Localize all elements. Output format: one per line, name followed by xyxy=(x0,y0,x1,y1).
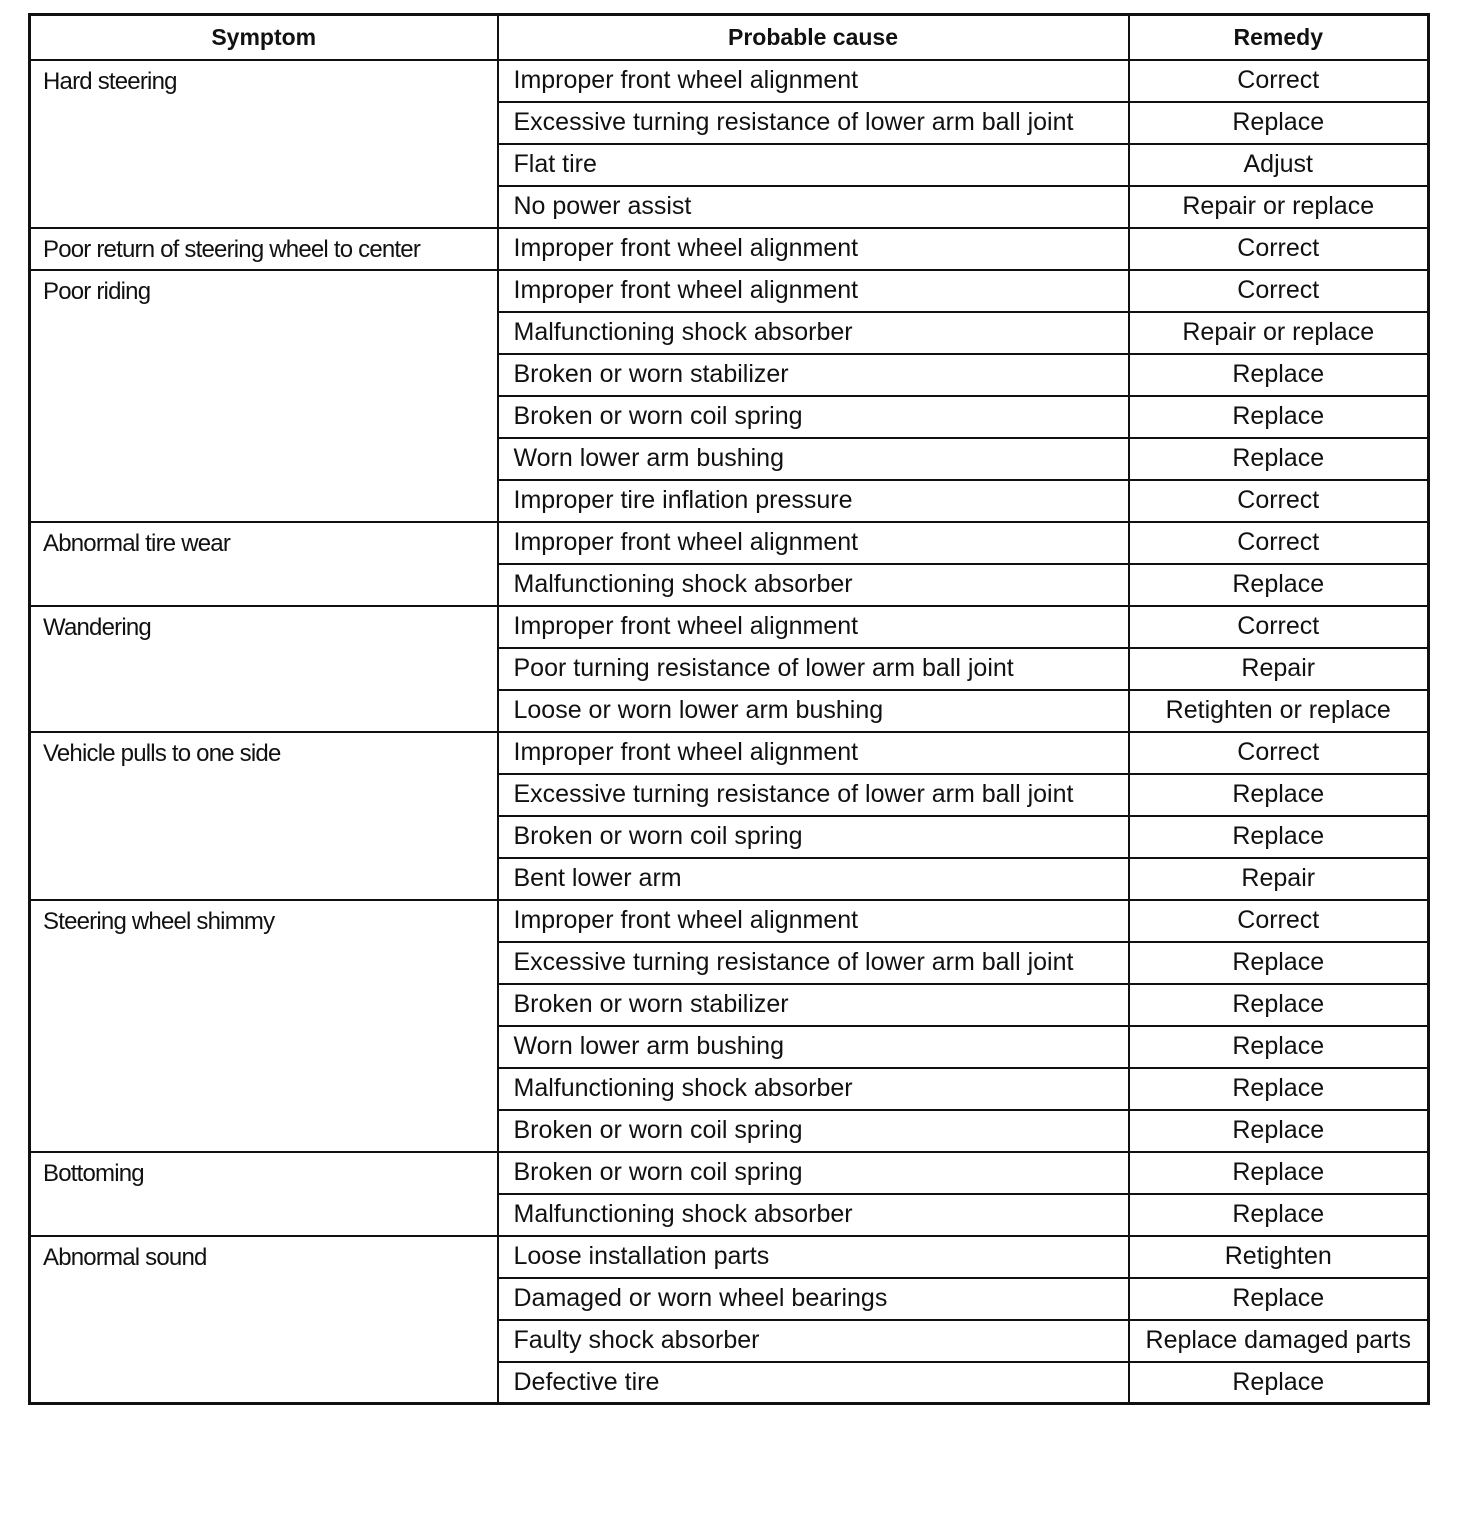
table-row xyxy=(30,522,1429,564)
cause-cell: Improper front wheel alignment xyxy=(498,606,1129,648)
table-row xyxy=(30,228,1429,270)
remedy-cell: Retighten xyxy=(1129,1236,1429,1278)
cause-cell: Malfunctioning shock absorber xyxy=(498,1068,1129,1110)
symptom-cell: Poor return of steering wheel to center xyxy=(30,228,498,270)
cause-cell: Poor turning resistance of lower arm ball joint xyxy=(498,648,1129,690)
remedy-cell: Correct xyxy=(1129,522,1429,564)
cause-cell: Improper front wheel alignment xyxy=(498,732,1129,774)
symptom-cell: Bottoming xyxy=(30,1152,498,1236)
remedy-cell: Repair or replace xyxy=(1129,312,1429,354)
cause-cell: Excessive turning resistance of lower arm ball joint xyxy=(498,102,1129,144)
remedy-cell: Repair xyxy=(1129,648,1429,690)
symptom-cell: Abnormal tire wear xyxy=(30,522,498,606)
remedy-cell: Replace xyxy=(1129,354,1429,396)
remedy-column-header: Remedy xyxy=(1129,15,1429,60)
remedy-cell: Replace xyxy=(1129,1152,1429,1194)
cause-cell: Improper front wheel alignment xyxy=(498,228,1129,270)
cause-cell: Defective tire xyxy=(498,1362,1129,1404)
remedy-cell: Replace xyxy=(1129,816,1429,858)
remedy-cell: Replace xyxy=(1129,1026,1429,1068)
cause-cell: Malfunctioning shock absorber xyxy=(498,312,1129,354)
remedy-cell: Correct xyxy=(1129,270,1429,312)
remedy-cell: Repair xyxy=(1129,858,1429,900)
cause-cell: Excessive turning resistance of lower arm ball joint xyxy=(498,942,1129,984)
cause-cell: Malfunctioning shock absorber xyxy=(498,564,1129,606)
cause-cell: Broken or worn coil spring xyxy=(498,1152,1129,1194)
cause-column-header: Probable cause xyxy=(498,15,1129,60)
remedy-cell: Replace xyxy=(1129,774,1429,816)
table-row xyxy=(30,60,1429,102)
symptom-column-header: Symptom xyxy=(30,15,498,60)
table-row xyxy=(30,606,1429,648)
remedy-cell: Replace xyxy=(1129,564,1429,606)
header-row xyxy=(30,15,1429,60)
cause-cell: Improper front wheel alignment xyxy=(498,900,1129,942)
table-header xyxy=(30,15,1429,60)
cause-cell: Loose installation parts xyxy=(498,1236,1129,1278)
remedy-cell: Replace xyxy=(1129,1068,1429,1110)
remedy-cell: Correct xyxy=(1129,606,1429,648)
cause-cell: Broken or worn stabilizer xyxy=(498,354,1129,396)
troubleshooting-table xyxy=(28,13,1430,1405)
table-row xyxy=(30,732,1429,774)
remedy-cell: Replace xyxy=(1129,1110,1429,1152)
remedy-cell: Replace xyxy=(1129,984,1429,1026)
remedy-cell: Replace xyxy=(1129,438,1429,480)
cause-cell: Flat tire xyxy=(498,144,1129,186)
remedy-cell: Retighten or replace xyxy=(1129,690,1429,732)
cause-cell: Damaged or worn wheel bearings xyxy=(498,1278,1129,1320)
symptom-cell: Steering wheel shimmy xyxy=(30,900,498,1152)
cause-cell: Improper front wheel alignment xyxy=(498,60,1129,102)
remedy-cell: Replace xyxy=(1129,396,1429,438)
cause-cell: Improper front wheel alignment xyxy=(498,522,1129,564)
remedy-cell: Replace xyxy=(1129,1194,1429,1236)
symptom-cell: Abnormal sound xyxy=(30,1236,498,1404)
remedy-cell: Correct xyxy=(1129,228,1429,270)
cause-cell: Improper front wheel alignment xyxy=(498,270,1129,312)
remedy-cell: Correct xyxy=(1129,732,1429,774)
cause-cell: Worn lower arm bushing xyxy=(498,1026,1129,1068)
cause-cell: Broken or worn coil spring xyxy=(498,396,1129,438)
remedy-cell: Replace xyxy=(1129,102,1429,144)
table-body xyxy=(30,60,1429,1404)
remedy-cell: Repair or replace xyxy=(1129,186,1429,228)
cause-cell: Broken or worn stabilizer xyxy=(498,984,1129,1026)
remedy-cell: Correct xyxy=(1129,900,1429,942)
remedy-cell: Replace xyxy=(1129,1278,1429,1320)
remedy-cell: Replace xyxy=(1129,942,1429,984)
remedy-cell: Correct xyxy=(1129,60,1429,102)
symptom-cell: Poor riding xyxy=(30,270,498,522)
cause-cell: Broken or worn coil spring xyxy=(498,1110,1129,1152)
cause-cell: No power assist xyxy=(498,186,1129,228)
cause-cell: Faulty shock absorber xyxy=(498,1320,1129,1362)
table-row xyxy=(30,270,1429,312)
cause-cell: Loose or worn lower arm bushing xyxy=(498,690,1129,732)
remedy-cell: Replace xyxy=(1129,1362,1429,1404)
remedy-cell: Replace damaged parts xyxy=(1129,1320,1429,1362)
symptom-cell: Hard steering xyxy=(30,60,498,228)
cause-cell: Excessive turning resistance of lower arm ball joint xyxy=(498,774,1129,816)
symptom-cell: Vehicle pulls to one side xyxy=(30,732,498,900)
remedy-cell: Correct xyxy=(1129,480,1429,522)
table-row xyxy=(30,900,1429,942)
cause-cell: Improper tire inflation pressure xyxy=(498,480,1129,522)
cause-cell: Worn lower arm bushing xyxy=(498,438,1129,480)
cause-cell: Bent lower arm xyxy=(498,858,1129,900)
symptom-cell: Wandering xyxy=(30,606,498,732)
cause-cell: Malfunctioning shock absorber xyxy=(498,1194,1129,1236)
table-row xyxy=(30,1152,1429,1194)
remedy-cell: Adjust xyxy=(1129,144,1429,186)
table-row xyxy=(30,1236,1429,1278)
cause-cell: Broken or worn coil spring xyxy=(498,816,1129,858)
